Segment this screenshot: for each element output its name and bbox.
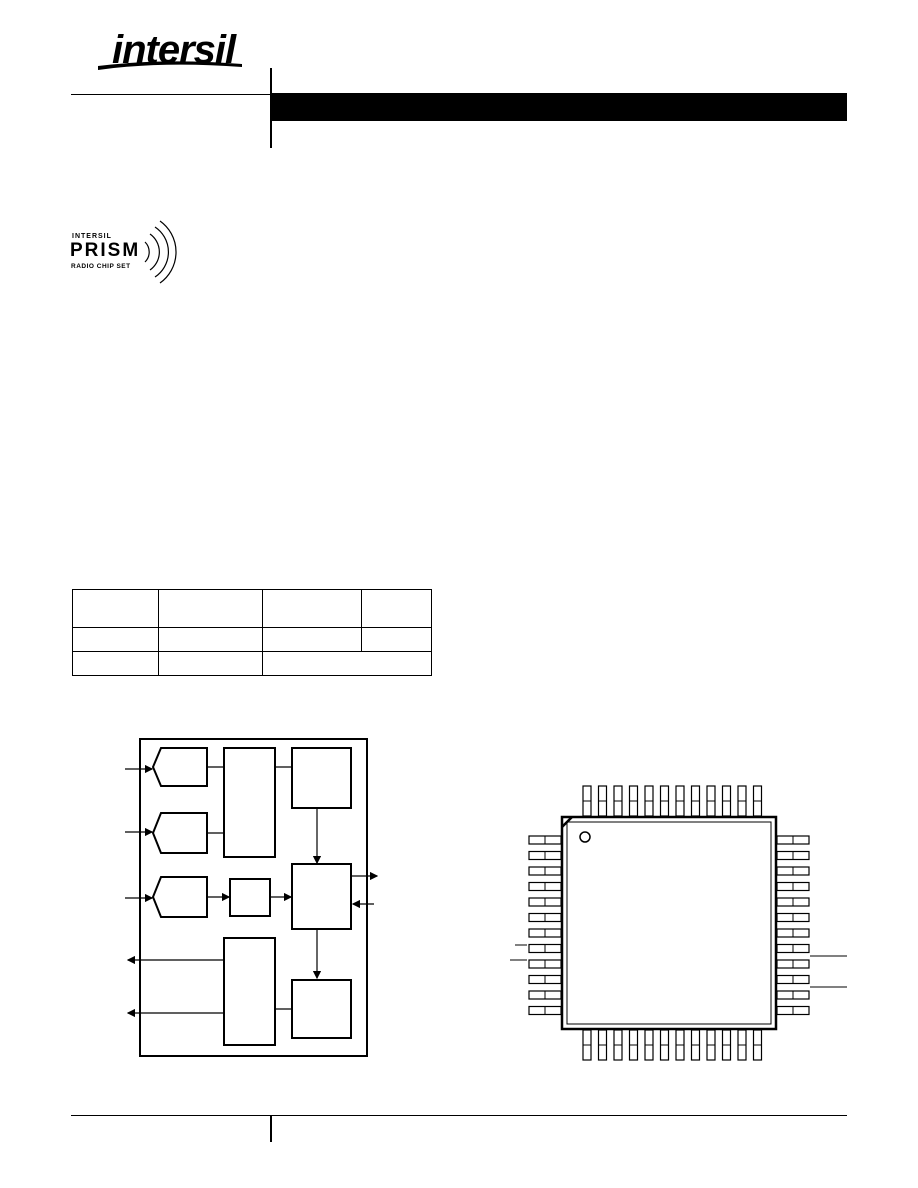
table-cell: [159, 590, 263, 628]
register-block: [292, 748, 351, 808]
output-block: [292, 980, 351, 1038]
table-cell: [263, 628, 362, 652]
footer-rule: [71, 1115, 847, 1116]
mux-block: [224, 748, 275, 857]
dac-block: [224, 938, 275, 1045]
title-bar: [271, 93, 847, 121]
table-cell: [159, 628, 263, 652]
footer-divider: [270, 1115, 272, 1142]
control-block: [292, 864, 351, 929]
table-cell: [73, 590, 159, 628]
table-row: [73, 590, 432, 628]
small-block: [230, 879, 270, 916]
prism-logo-line1: INTERSIL: [72, 233, 112, 240]
table-cell: [73, 652, 159, 676]
pin1-marker: [580, 832, 590, 842]
table-cell: [159, 652, 263, 676]
ordering-info-table: [72, 589, 432, 676]
table-row: [73, 628, 432, 652]
intersil-logo: intersil: [112, 28, 236, 72]
table-cell: [362, 628, 432, 652]
header-rule-left: [71, 94, 271, 95]
prism-logo-line2: PRISM: [70, 240, 141, 261]
adc-block-3: [153, 877, 207, 917]
table-cell: [362, 590, 432, 628]
block-diagram: [120, 735, 380, 1065]
adc-block-2: [153, 813, 207, 853]
package-body: [562, 817, 776, 1029]
prism-logo-line3: RADIO CHIP SET: [71, 263, 131, 270]
table-cell: [263, 652, 432, 676]
radio-waves-icon: [140, 220, 190, 290]
adc-block-1: [153, 748, 207, 786]
table-cell: [73, 628, 159, 652]
package-pinout-diagram: [505, 780, 845, 1080]
table-cell: [263, 590, 362, 628]
table-row: [73, 652, 432, 676]
prism-logo: [70, 222, 190, 282]
